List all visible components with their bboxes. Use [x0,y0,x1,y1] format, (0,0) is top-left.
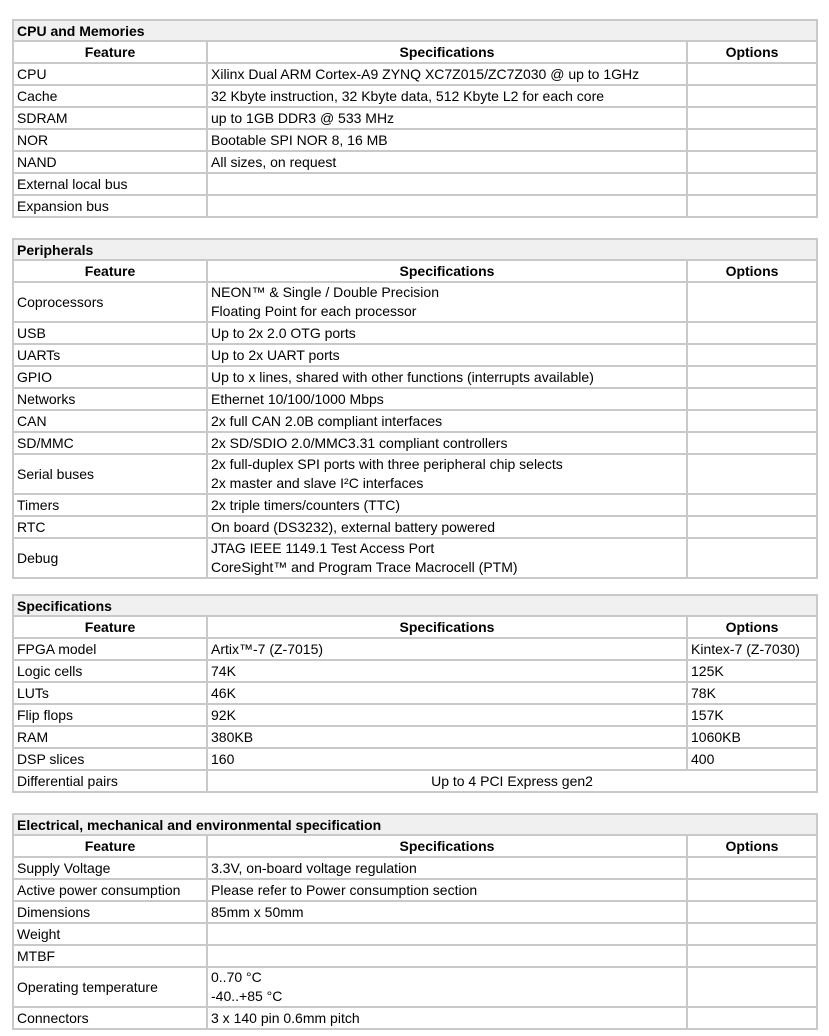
table-row [13,1007,817,1029]
options-cell [687,538,817,578]
specification-cell [207,129,687,151]
specification-line: NEON™ & Single / Double Precision [211,284,439,300]
options-cell [687,322,817,344]
specification-line: 380KB [211,729,254,745]
options-cell: 400 [687,748,817,770]
table-row [13,151,817,173]
feature-header: Feature [13,616,207,638]
feature-cell: NOR [13,129,207,151]
specification-cell [207,857,687,879]
feature-cell: Expansion bus [13,195,207,217]
options-cell: 125K [687,660,817,682]
options-cell: Kintex-7 (Z-7030) [687,638,817,660]
feature-header: Feature [13,260,207,282]
specification-line: 2x master and slave I²C interfaces [211,475,424,491]
feature-header: Feature [13,41,207,63]
table-row [13,748,817,770]
specifications-table [12,594,818,793]
table-row [13,85,817,107]
feature-cell: SDRAM [13,107,207,129]
specification-cell [207,538,687,578]
specification-line: 2x triple timers/counters (TTC) [211,497,401,513]
feature-cell: Cache [13,85,207,107]
options-header: Options [687,835,817,857]
specifications-header: Specifications [207,260,687,282]
section-title: Electrical, mechanical and environmental specification [13,814,817,835]
feature-cell: Supply Voltage [13,857,207,879]
options-cell [687,516,817,538]
specification-line: Bootable SPI NOR 8, 16 MB [211,132,388,148]
specification-line: CoreSight™ and Program Trace Macrocell (PTM) [211,559,518,575]
specification-line: 3 x 140 pin 0.6mm pitch [211,1010,360,1026]
specification-cell [207,410,687,432]
table-row [13,432,817,454]
peripherals-table [12,238,818,579]
feature-cell: DSP slices [13,748,207,770]
specification-line: Up to 2x 2.0 OTG ports [211,325,356,341]
options-cell [687,494,817,516]
options-cell [687,432,817,454]
specification-line: Up to 4 PCI Express gen2 [431,773,593,789]
table-row [13,967,817,1007]
specification-line: Up to x lines, shared with other functions (interrupts available) [211,369,594,385]
table-row [13,923,817,945]
electrical-table [12,813,818,1030]
specification-cell [207,388,687,410]
table-row [13,901,817,923]
feature-cell: UARTs [13,344,207,366]
specifications-header: Specifications [207,616,687,638]
feature-cell: GPIO [13,366,207,388]
feature-cell: Logic cells [13,660,207,682]
feature-cell: NAND [13,151,207,173]
options-cell [687,1007,817,1029]
table-row [13,322,817,344]
specification-cell [207,63,687,85]
options-cell [687,945,817,967]
table-row [13,945,817,967]
specification-line: On board (DS3232), external battery powered [211,519,496,535]
feature-cell: USB [13,322,207,344]
specifications-header: Specifications [207,41,687,63]
specification-cell [207,282,687,322]
specification-cell [207,494,687,516]
options-cell [687,923,817,945]
specification-cell [207,454,687,494]
options-header: Options [687,41,817,63]
specification-line: -40..+85 °C [211,988,283,1004]
specification-cell [207,704,687,726]
specification-line: 0..70 °C [211,969,262,985]
feature-cell: Connectors [13,1007,207,1029]
feature-cell: Differential pairs [13,770,207,792]
feature-cell: Dimensions [13,901,207,923]
options-cell [687,129,817,151]
specification-line: 2x SD/SDIO 2.0/MMC3.31 compliant controllers [211,435,508,451]
options-cell [687,85,817,107]
table-row [13,704,817,726]
specification-cell [207,432,687,454]
table-row [13,660,817,682]
options-cell: 78K [687,682,817,704]
specification-cell [207,516,687,538]
options-cell [687,366,817,388]
table-row [13,388,817,410]
cpu-memories-table [12,19,818,218]
specification-line: 85mm x 50mm [211,904,304,920]
feature-cell: Operating temperature [13,967,207,1007]
specification-line: Artix™-7 (Z-7015) [211,641,324,657]
options-cell: 1060KB [687,726,817,748]
feature-cell: CPU [13,63,207,85]
feature-cell: Debug [13,538,207,578]
specification-cell [207,682,687,704]
table-row [13,516,817,538]
specification-line: up to 1GB DDR3 @ 533 MHz [211,110,395,126]
table-row [13,538,817,578]
specification-cell [207,638,687,660]
table-row [13,494,817,516]
options-header: Options [687,260,817,282]
feature-cell: External local bus [13,173,207,195]
table-row [13,726,817,748]
table-row [13,282,817,322]
specification-cell [207,173,687,195]
specification-cell [207,945,687,967]
feature-cell: RAM [13,726,207,748]
feature-header: Feature [13,835,207,857]
specification-line: 160 [211,751,235,767]
specification-cell [207,1007,687,1029]
options-cell [687,151,817,173]
options-cell [687,344,817,366]
feature-cell: Networks [13,388,207,410]
options-cell [687,454,817,494]
specification-cell [207,923,687,945]
options-header: Options [687,616,817,638]
table-row [13,129,817,151]
options-cell [687,901,817,923]
specification-cell [207,660,687,682]
specification-line: 92K [211,707,236,723]
table-row [13,107,817,129]
table-row [13,410,817,432]
specification-cell [207,366,687,388]
feature-cell: Flip flops [13,704,207,726]
section-title: CPU and Memories [13,20,817,41]
feature-cell: Coprocessors [13,282,207,322]
feature-cell: CAN [13,410,207,432]
feature-cell: Active power consumption [13,879,207,901]
section-title: Peripherals [13,239,817,260]
specification-cell [207,770,817,792]
specification-line: 3.3V, on-board voltage regulation [211,860,417,876]
table-row [13,682,817,704]
options-cell [687,857,817,879]
specification-line: Floating Point for each processor [211,303,417,319]
table-row [13,857,817,879]
specification-cell [207,901,687,923]
table-row [13,454,817,494]
specification-line: 2x full-duplex SPI ports with three peripheral chip selects [211,456,563,472]
specification-line: Xilinx Dual ARM Cortex-A9 ZYNQ XC7Z015/ZC7Z030 @ up to 1GHz [211,66,640,82]
table-row [13,366,817,388]
feature-cell: SD/MMC [13,432,207,454]
specification-line: All sizes, on request [211,154,337,170]
table-row [13,63,817,85]
specification-cell [207,195,687,217]
options-cell: 157K [687,704,817,726]
feature-cell: RTC [13,516,207,538]
specification-cell [207,967,687,1007]
specification-line: Please refer to Power consumption section [211,882,478,898]
specification-line: 2x full CAN 2.0B compliant interfaces [211,413,443,429]
specification-line: 46K [211,685,236,701]
feature-cell: Serial buses [13,454,207,494]
table-row [13,770,817,792]
specification-line: Ethernet 10/100/1000 Mbps [211,391,384,407]
options-cell [687,63,817,85]
feature-cell: MTBF [13,945,207,967]
table-row [13,879,817,901]
specification-line: Up to 2x UART ports [211,347,340,363]
options-cell [687,967,817,1007]
specification-cell [207,151,687,173]
specifications-header: Specifications [207,835,687,857]
feature-cell: Weight [13,923,207,945]
table-row [13,344,817,366]
specification-cell [207,344,687,366]
table-row [13,195,817,217]
section-title: Specifications [13,595,817,616]
options-cell [687,107,817,129]
table-row [13,638,817,660]
specification-cell [207,748,687,770]
specification-line: JTAG IEEE 1149.1 Test Access Port [211,540,435,556]
specification-cell [207,322,687,344]
options-cell [687,410,817,432]
specification-cell [207,726,687,748]
options-cell [687,173,817,195]
specification-cell [207,879,687,901]
options-cell [687,388,817,410]
specification-line: 74K [211,663,236,679]
options-cell [687,879,817,901]
options-cell [687,195,817,217]
table-row [13,173,817,195]
feature-cell: Timers [13,494,207,516]
specification-line: 32 Kbyte instruction, 32 Kbyte data, 512 Kbyte L2 for each core [211,88,605,104]
feature-cell: FPGA model [13,638,207,660]
feature-cell: LUTs [13,682,207,704]
options-cell [687,282,817,322]
specification-cell [207,107,687,129]
specification-cell [207,85,687,107]
